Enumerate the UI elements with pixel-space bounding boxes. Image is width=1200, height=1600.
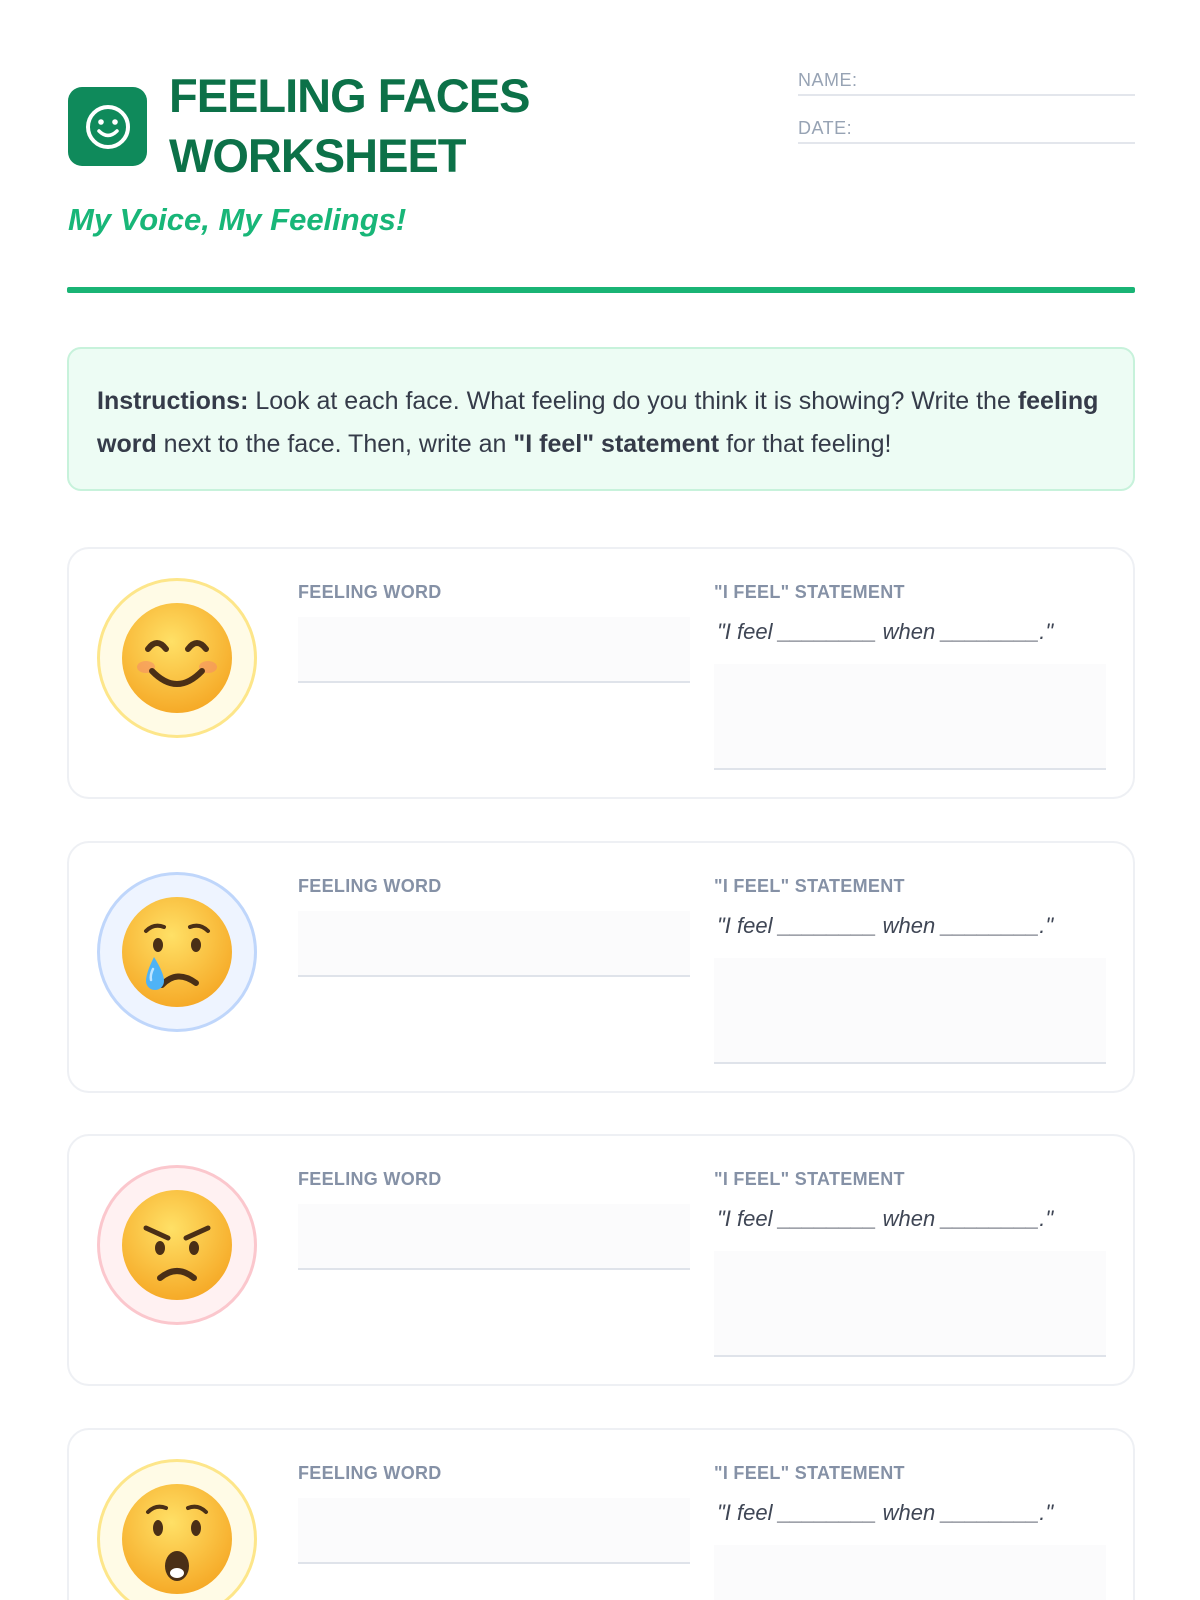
instructions-text-3: for that feeling!: [719, 430, 892, 458]
feeling-word-input[interactable]: [298, 1204, 690, 1270]
smiley-face-icon: [84, 103, 132, 151]
instructions-bold-2: "I feel" statement: [513, 430, 720, 458]
name-label: NAME:: [798, 70, 858, 90]
instructions-box: [67, 347, 1135, 491]
face-frame: [97, 1459, 257, 1600]
header-divider: [67, 287, 1135, 293]
i-feel-statement-input[interactable]: [714, 958, 1106, 1064]
feeling-card: [67, 547, 1135, 799]
date-field[interactable]: [798, 114, 1135, 144]
logo: [68, 87, 147, 166]
feeling-word-input[interactable]: [298, 911, 690, 977]
crying-face-icon: [120, 895, 234, 1009]
face-frame: [97, 1165, 257, 1325]
i-feel-statement-label: "I FEEL" STATEMENT: [714, 876, 905, 896]
i-feel-statement-input[interactable]: [714, 1251, 1106, 1357]
instructions-text-2: next to the face. Then, write an: [156, 430, 514, 458]
i-feel-statement-label: "I FEEL" STATEMENT: [714, 1463, 905, 1483]
instructions-label: Instructions:: [97, 387, 249, 415]
instructions-text-1: Look at each face. What feeling do you think it is showing? Write the: [248, 387, 1018, 415]
face-frame: [97, 872, 257, 1032]
title-line-1: FEELING FACES: [169, 69, 530, 122]
i-feel-statement-label: "I FEEL" STATEMENT: [714, 582, 905, 602]
feeling-word-label: FEELING WORD: [298, 582, 442, 602]
title-line-2: WORKSHEET: [169, 129, 466, 182]
feeling-word-label: FEELING WORD: [298, 1463, 442, 1483]
feeling-word-input[interactable]: [298, 1498, 690, 1564]
feeling-card: [67, 1134, 1135, 1386]
page-subtitle: My Voice, My Feelings!: [68, 202, 407, 237]
feeling-word-input[interactable]: [298, 617, 690, 683]
i-feel-statement-input[interactable]: [714, 1545, 1106, 1600]
i-feel-prompt: "I feel ________ when ________.": [717, 1500, 1054, 1525]
i-feel-statement-input[interactable]: [714, 664, 1106, 770]
name-field[interactable]: [798, 66, 1135, 96]
angry-face-icon: [120, 1188, 234, 1302]
surprised-face-icon: [120, 1482, 234, 1596]
smiling-face-icon: [120, 601, 234, 715]
i-feel-statement-label: "I FEEL" STATEMENT: [714, 1169, 905, 1189]
i-feel-prompt: "I feel ________ when ________.": [717, 1206, 1054, 1231]
page-title: [169, 66, 529, 186]
face-frame: [97, 578, 257, 738]
feeling-word-label: FEELING WORD: [298, 876, 442, 896]
instructions-bold-1: feeling word: [97, 387, 1099, 458]
feeling-word-label: FEELING WORD: [298, 1169, 442, 1189]
date-label: DATE:: [798, 118, 853, 138]
i-feel-prompt: "I feel ________ when ________.": [717, 913, 1054, 938]
feeling-card: [67, 1428, 1135, 1600]
feeling-card: [67, 841, 1135, 1093]
i-feel-prompt: "I feel ________ when ________.": [717, 619, 1054, 644]
